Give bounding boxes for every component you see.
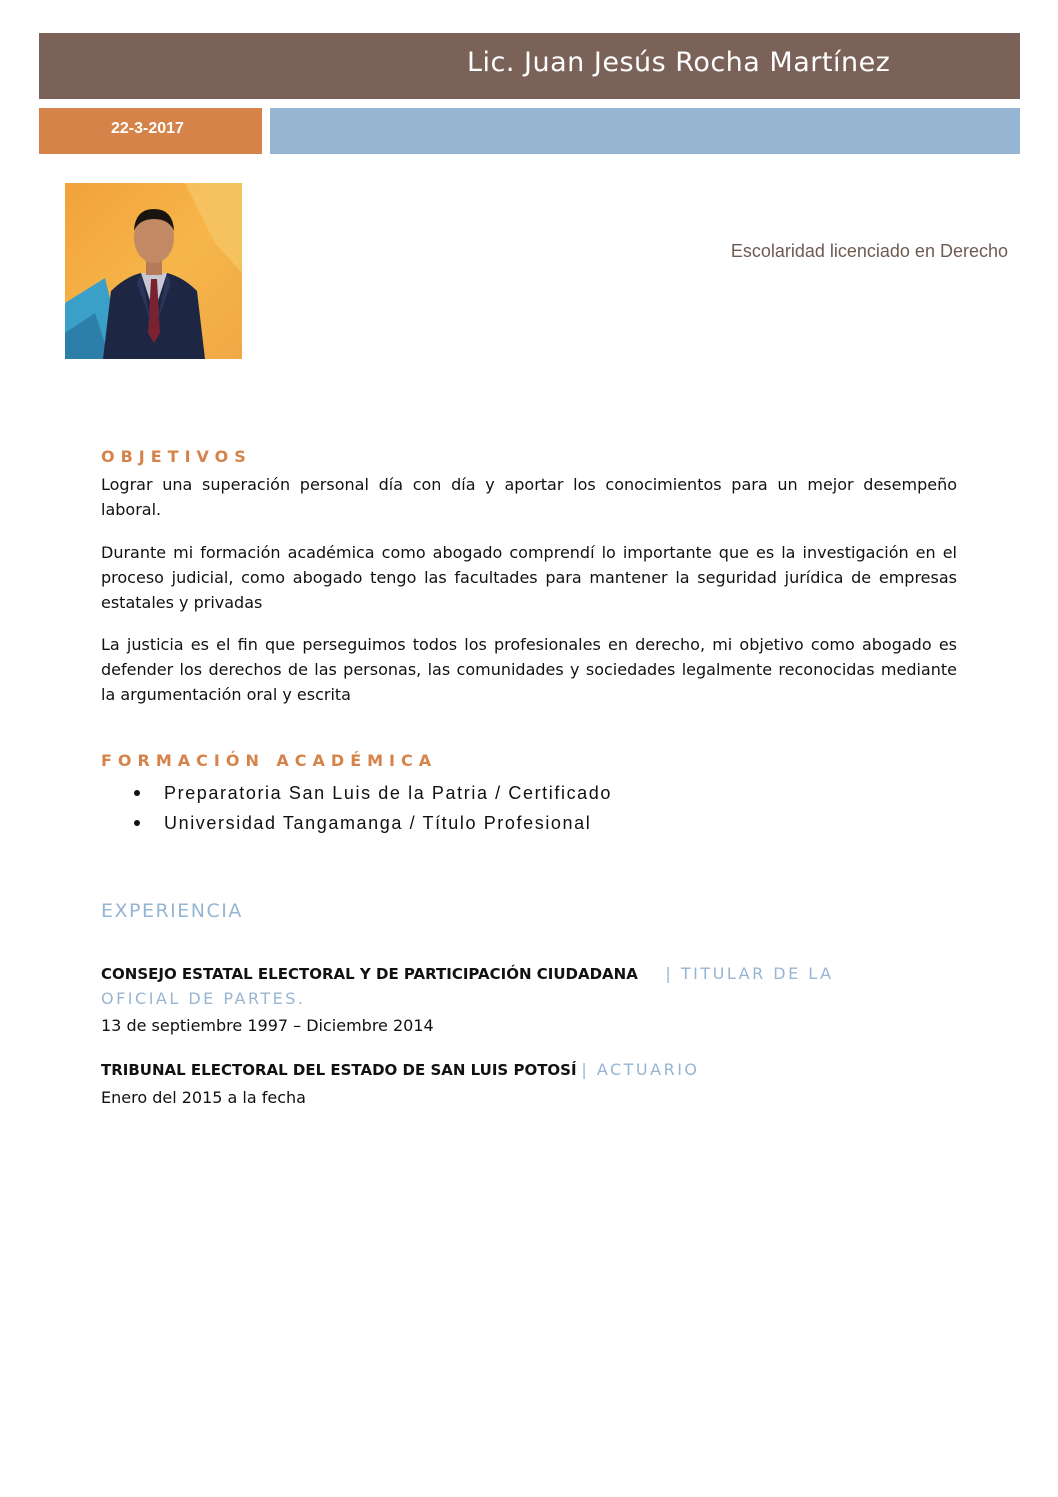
date-bar <box>39 108 262 154</box>
header-bar <box>39 33 1020 99</box>
job-1-role-part-2: OFICIAL DE PARTES. <box>101 989 306 1008</box>
objective-paragraph-3: La justicia es el fin que perseguimos todos los profesionales en derecho, mi objetivo como abogado es defender los derechos de las personas, las comunidades y sociedades legalmente reconocidas mediante la argumentación oral y escrita <box>101 635 957 704</box>
education-item: Preparatoria San Luis de la Patria / Certificado <box>132 778 612 808</box>
education-list <box>132 778 612 838</box>
document-date: 22-3-2017 <box>111 120 184 137</box>
person-photo-icon <box>65 183 242 359</box>
job-1-organization: CONSEJO ESTATAL ELECTORAL Y DE PARTICIPACIÓN CIUDADANA <box>101 965 638 983</box>
job-2-dates: Enero del 2015 a la fecha <box>101 1088 306 1107</box>
candidate-name: Lic. Juan Jesús Rocha Martínez <box>467 47 891 78</box>
job-1-title-line <box>101 961 834 987</box>
profile-photo <box>65 183 242 359</box>
objective-paragraph-2: Durante mi formación académica como abogado comprendí lo importante que es la investigación en el proceso judicial, como abogado tengo las facultades para mantener la seguridad jurídica de empresas estatales y privadas <box>101 543 957 612</box>
objectives-heading: OBJETIVOS <box>101 447 252 466</box>
experience-heading: EXPERIENCIA <box>101 900 243 922</box>
job-1-dates: 13 de septiembre 1997 – Diciembre 2014 <box>101 1016 434 1035</box>
education-item: Universidad Tangamanga / Título Profesional <box>132 808 612 838</box>
education-heading: FORMACIÓN ACADÉMICA <box>101 751 438 770</box>
job-2-title-line <box>101 1057 700 1083</box>
job-1-role-line <box>101 986 306 1012</box>
job-1-role-part-1: | TITULAR DE LA <box>665 964 834 983</box>
accent-bar <box>270 108 1020 154</box>
objective-paragraph-1: Lograr una superación personal día con día y aportar los conocimientos para un mejor desempeño laboral. <box>101 475 957 519</box>
job-2-organization: TRIBUNAL ELECTORAL DEL ESTADO DE SAN LUIS POTOSÍ <box>101 1061 577 1079</box>
job-2-role: | ACTUARIO <box>581 1060 700 1079</box>
schooling-text: Escolaridad licenciado en Derecho <box>730 241 1008 261</box>
